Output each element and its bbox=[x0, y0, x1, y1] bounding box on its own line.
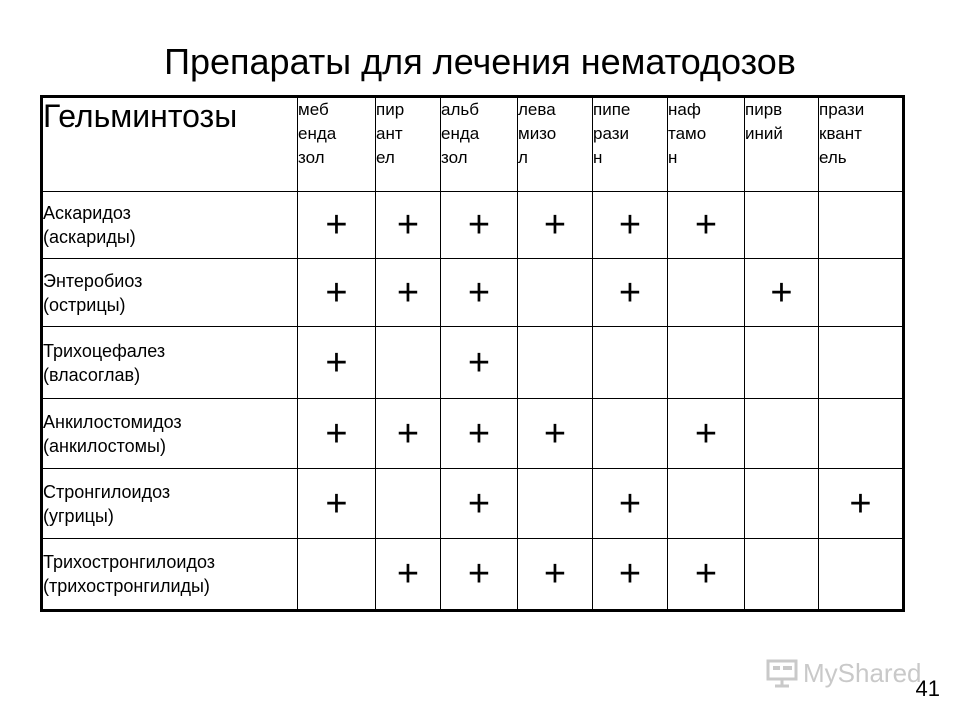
effect-mark-cell: + bbox=[518, 192, 593, 259]
table-row bbox=[42, 539, 904, 611]
watermark-text: MyShared bbox=[803, 657, 922, 688]
effect-mark-cell bbox=[376, 327, 441, 399]
drug-header: наф тамо н bbox=[668, 97, 745, 192]
effect-mark-cell: + bbox=[593, 259, 668, 327]
effect-mark-cell bbox=[668, 327, 745, 399]
table-row bbox=[42, 399, 904, 469]
effect-mark-cell bbox=[819, 539, 904, 611]
effect-mark-cell: + bbox=[441, 399, 518, 469]
effect-mark-cell: + bbox=[593, 469, 668, 539]
effect-mark-cell: + bbox=[668, 399, 745, 469]
effect-mark-cell bbox=[819, 399, 904, 469]
effect-mark-cell bbox=[819, 192, 904, 259]
effect-mark-cell: + bbox=[298, 259, 376, 327]
effect-mark-cell: + bbox=[441, 469, 518, 539]
effect-mark-cell bbox=[819, 259, 904, 327]
disease-cell: Энтеробиоз (острицы) bbox=[42, 259, 298, 327]
disease-cell: Стронгилоидоз (угрицы) bbox=[42, 469, 298, 539]
corner-header: Гельминтозы bbox=[42, 97, 298, 192]
table-row bbox=[42, 192, 904, 259]
disease-cell: Аскаридоз (аскариды) bbox=[42, 192, 298, 259]
effect-mark-cell: + bbox=[668, 539, 745, 611]
effect-mark-cell bbox=[518, 259, 593, 327]
effect-mark-cell: + bbox=[441, 259, 518, 327]
table-row bbox=[42, 327, 904, 399]
effect-mark-cell: + bbox=[376, 539, 441, 611]
page-number: 41 bbox=[915, 676, 940, 701]
effect-mark-cell bbox=[745, 399, 819, 469]
effect-mark-cell: + bbox=[298, 327, 376, 399]
effect-mark-cell bbox=[668, 469, 745, 539]
effect-mark-cell: + bbox=[593, 192, 668, 259]
effect-mark-cell: + bbox=[518, 539, 593, 611]
disease-cell: Анкилостомидоз (анкилостомы) bbox=[42, 399, 298, 469]
table-row bbox=[42, 259, 904, 327]
effect-mark-cell: + bbox=[668, 192, 745, 259]
drug-header: пир ант ел bbox=[376, 97, 441, 192]
effect-mark-cell: + bbox=[298, 192, 376, 259]
effect-mark-cell bbox=[518, 327, 593, 399]
effect-mark-cell bbox=[376, 469, 441, 539]
effect-mark-cell: + bbox=[441, 539, 518, 611]
effect-mark-cell: + bbox=[441, 327, 518, 399]
disease-cell: Трихоцефалез (власоглав) bbox=[42, 327, 298, 399]
effect-mark-cell: + bbox=[376, 399, 441, 469]
table-header-row bbox=[42, 97, 904, 192]
effect-mark-cell: + bbox=[376, 259, 441, 327]
effect-mark-cell bbox=[745, 539, 819, 611]
effect-mark-cell: + bbox=[745, 259, 819, 327]
effect-mark-cell bbox=[819, 327, 904, 399]
drug-table bbox=[40, 95, 905, 612]
slide-title: Препараты для лечения нематодозов bbox=[164, 41, 796, 82]
effect-mark-cell bbox=[745, 327, 819, 399]
effect-mark-cell bbox=[745, 192, 819, 259]
effect-mark-cell bbox=[593, 327, 668, 399]
table-row bbox=[42, 469, 904, 539]
effect-mark-cell bbox=[518, 469, 593, 539]
effect-mark-cell bbox=[668, 259, 745, 327]
presentation-board-icon bbox=[765, 658, 799, 688]
drug-header: прази квант ель bbox=[819, 97, 904, 192]
effect-mark-cell bbox=[298, 539, 376, 611]
drug-header: меб енда зол bbox=[298, 97, 376, 192]
drug-header: пипе рази н bbox=[593, 97, 668, 192]
effect-mark-cell: + bbox=[376, 192, 441, 259]
effect-mark-cell: + bbox=[298, 469, 376, 539]
effect-mark-cell: + bbox=[298, 399, 376, 469]
effect-mark-cell: + bbox=[593, 539, 668, 611]
effect-mark-cell: + bbox=[819, 469, 904, 539]
effect-mark-cell: + bbox=[518, 399, 593, 469]
watermark-logo bbox=[765, 655, 925, 691]
effect-mark-cell: + bbox=[441, 192, 518, 259]
effect-mark-cell bbox=[745, 469, 819, 539]
disease-cell: Трихостронгилоидоз (трихостронгилиды) bbox=[42, 539, 298, 611]
drug-header: альб енда зол bbox=[441, 97, 518, 192]
drug-header: пирв иний bbox=[745, 97, 819, 192]
drug-header: лева мизо л bbox=[518, 97, 593, 192]
effect-mark-cell bbox=[593, 399, 668, 469]
